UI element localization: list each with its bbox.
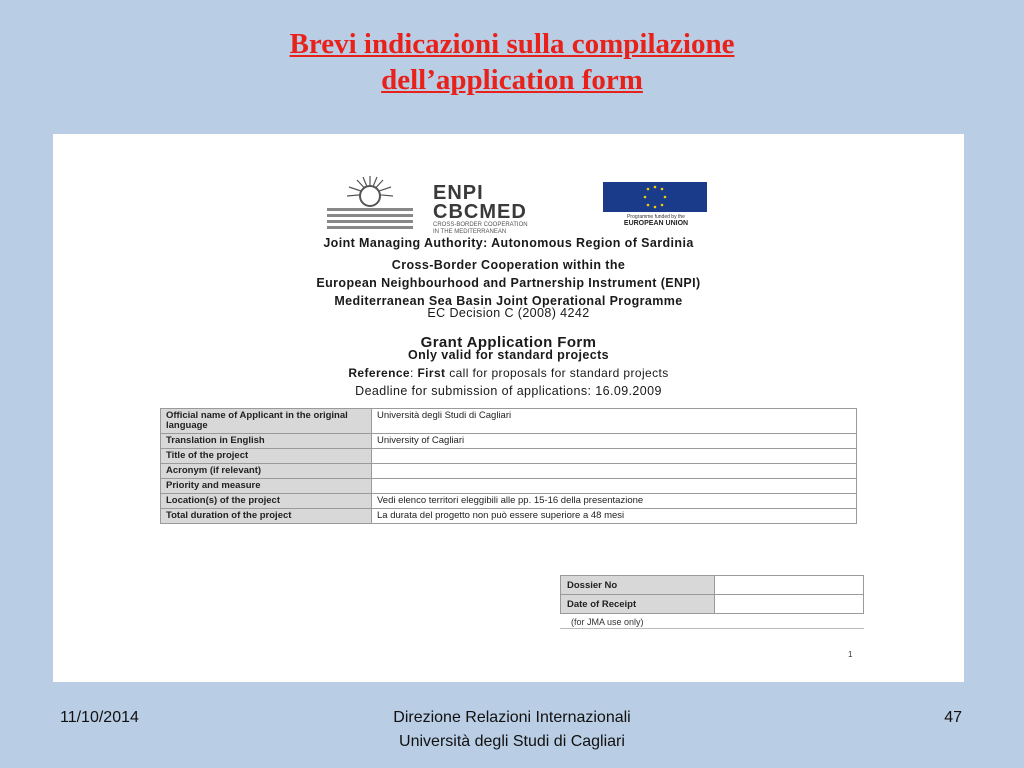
applicant-table (160, 408, 857, 524)
slide-title-line2: dell’application form (381, 64, 643, 96)
table-row (161, 509, 857, 524)
row-label: Translation in English (161, 434, 372, 449)
row-value: La durata del progetto non può essere superiore a 48 mesi (372, 509, 857, 524)
row-value (372, 449, 857, 464)
header-line4: Mediterranean Sea Basin Joint Operational Programme (334, 294, 683, 308)
table-row (161, 409, 857, 434)
slide-title-line1: Brevi indicazioni sulla compilazione (289, 28, 735, 60)
eu-name: EUROPEAN UNION (623, 220, 689, 227)
header-line5: EC Decision C (2008) 4242 (427, 306, 590, 320)
table-row (561, 576, 864, 595)
row-value: Università degli Studi di Cagliari (372, 409, 857, 434)
divider (560, 628, 864, 629)
form-subtitle: Only valid for standard projects (407, 348, 610, 362)
date-receipt-label: Date of Receipt (561, 595, 715, 614)
row-value: University of Cagliari (372, 434, 857, 449)
table-row (161, 464, 857, 479)
enpi-subtext2: IN THE MEDITERRANEAN (433, 229, 507, 235)
reference-line: Reference: First call for proposals for standard projects (348, 366, 669, 380)
enpi-text: ENPI (433, 182, 484, 204)
row-label: Official name of Applicant in the original language (161, 409, 372, 434)
row-value: Vedi elenco territori eleggibili alle pp. 15-16 della presentazione (372, 494, 857, 509)
row-label: Acronym (if relevant) (161, 464, 372, 479)
table-row (161, 494, 857, 509)
reference-first: First (417, 366, 446, 380)
logo-bar (53, 172, 964, 235)
eu-caption: Programme funded by the (627, 214, 685, 220)
application-form-image (53, 134, 964, 682)
slide-title (0, 26, 1024, 98)
enpi-subtext1: CROSS-BORDER COOPERATION (433, 222, 528, 228)
row-label: Title of the project (161, 449, 372, 464)
row-label: Location(s) of the project (161, 494, 372, 509)
eu-logo (603, 182, 709, 227)
header-line1: Joint Managing Authority: Autonomous Region of Sardinia (323, 236, 694, 250)
header-line2: Cross-Border Cooperation within the (391, 258, 626, 272)
dossier-no-value (715, 576, 864, 595)
row-value (372, 464, 857, 479)
dossier-no-label: Dossier No (561, 576, 715, 595)
row-label: Total duration of the project (161, 509, 372, 524)
deadline-line: Deadline for submission of applications: 16.09.2009 (355, 384, 662, 398)
footer-org-line1: Direzione Relazioni Internazionali (393, 709, 631, 726)
row-label: Priority and measure (161, 479, 372, 494)
reference-rest: call for proposals for standard projects (445, 366, 669, 380)
table-row (161, 449, 857, 464)
header-line3: European Neighbourhood and Partnership Instrument (ENPI) (316, 276, 701, 290)
enpi-cbcmed-logo (433, 184, 528, 236)
table-row (561, 595, 864, 614)
form-title: Grant Application Form (420, 334, 597, 351)
footer-date: 11/10/2014 (60, 709, 139, 726)
cbcmed-text: CBCMED (433, 201, 527, 223)
dossier-table (560, 575, 864, 614)
jma-note: (for JMA use only) (571, 617, 644, 627)
table-row (161, 434, 857, 449)
document-page-number: 1 (848, 650, 853, 659)
footer-organization (0, 706, 1024, 754)
reference-label: Reference (348, 366, 410, 380)
footer-page-number: 47 (944, 709, 962, 726)
date-receipt-value (715, 595, 864, 614)
eu-flag-icon (603, 182, 707, 212)
enpi-sun-logo-icon (325, 172, 415, 230)
table-row (161, 479, 857, 494)
row-value (372, 479, 857, 494)
footer-org-line2: Università degli Studi di Cagliari (399, 733, 625, 750)
